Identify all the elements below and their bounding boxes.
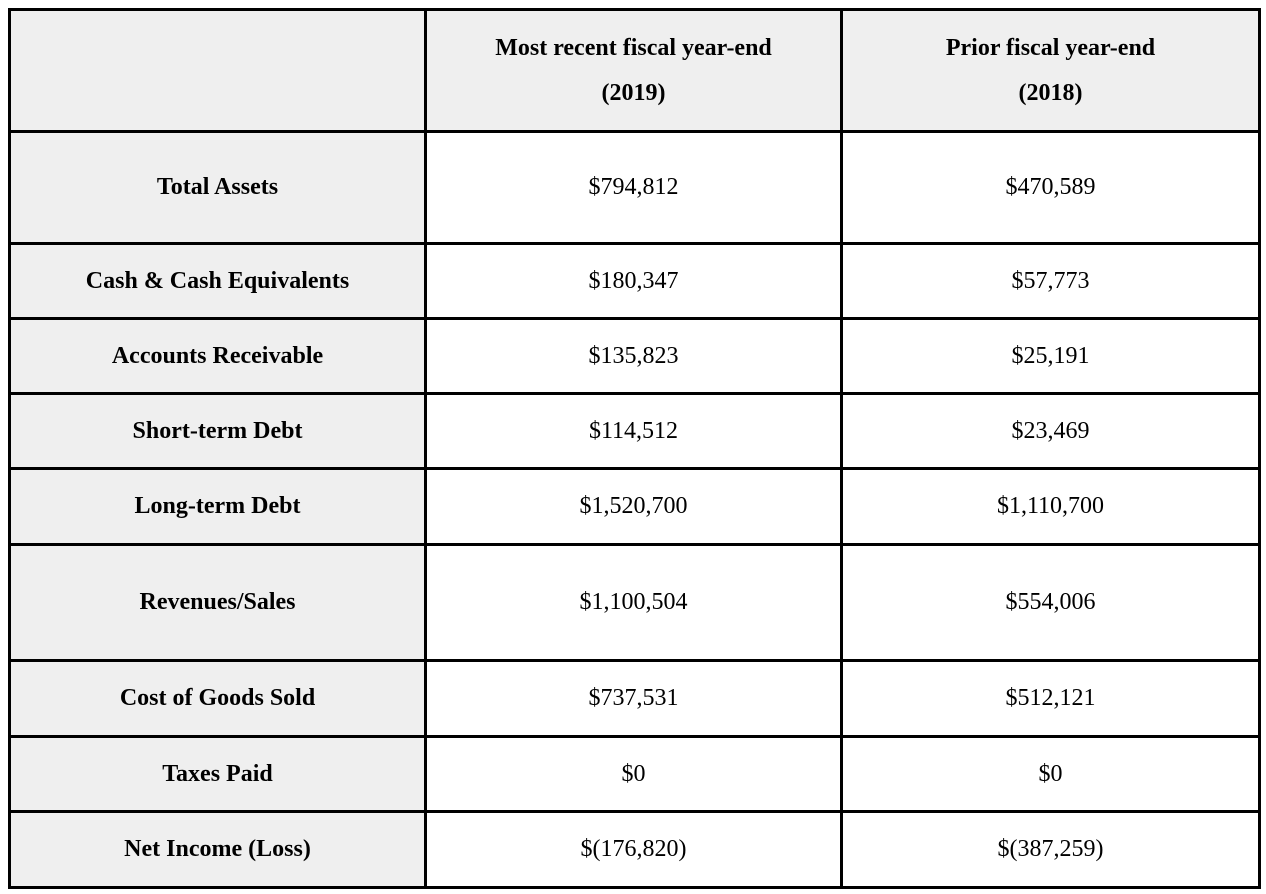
row-value-prior: $25,191 — [842, 319, 1260, 394]
header-most-recent-title: Most recent fiscal year-end — [495, 34, 772, 61]
header-blank-cell — [10, 10, 426, 132]
header-most-recent-year-value: (2019) — [601, 79, 666, 106]
row-value-prior: $(387,259) — [842, 812, 1260, 888]
row-label: Long-term Debt — [10, 469, 426, 545]
row-label: Taxes Paid — [10, 737, 426, 812]
header-most-recent-year — [426, 10, 842, 132]
row-value-recent: $180,347 — [426, 244, 842, 319]
row-value-prior: $554,006 — [842, 545, 1260, 661]
table-row-taxes-paid — [10, 737, 1260, 812]
header-prior-year-value: (2018) — [1018, 79, 1083, 106]
row-label: Short-term Debt — [10, 394, 426, 469]
row-value-prior: $0 — [842, 737, 1260, 812]
table-row-total-assets — [10, 132, 1260, 244]
row-value-prior: $470,589 — [842, 132, 1260, 244]
header-prior-year — [842, 10, 1260, 132]
row-value-recent: $1,520,700 — [426, 469, 842, 545]
row-value-recent: $135,823 — [426, 319, 842, 394]
table-row-cogs — [10, 661, 1260, 737]
row-value-prior: $1,110,700 — [842, 469, 1260, 545]
row-value-recent: $(176,820) — [426, 812, 842, 888]
table-row-revenues — [10, 545, 1260, 661]
row-label: Cost of Goods Sold — [10, 661, 426, 737]
row-value-recent: $1,100,504 — [426, 545, 842, 661]
table-row-accounts-receivable — [10, 319, 1260, 394]
table-row-cash — [10, 244, 1260, 319]
financial-table-container — [8, 8, 1261, 889]
row-value-recent: $114,512 — [426, 394, 842, 469]
row-label: Net Income (Loss) — [10, 812, 426, 888]
row-label: Total Assets — [10, 132, 426, 244]
table-row-short-term-debt — [10, 394, 1260, 469]
row-value-prior: $512,121 — [842, 661, 1260, 737]
row-value-recent: $0 — [426, 737, 842, 812]
row-value-prior: $57,773 — [842, 244, 1260, 319]
row-value-recent: $737,531 — [426, 661, 842, 737]
table-header-row — [10, 10, 1260, 132]
row-label: Accounts Receivable — [10, 319, 426, 394]
row-value-prior: $23,469 — [842, 394, 1260, 469]
row-label: Cash & Cash Equivalents — [10, 244, 426, 319]
financial-summary-table — [8, 8, 1261, 889]
table-row-long-term-debt — [10, 469, 1260, 545]
header-prior-title: Prior fiscal year-end — [945, 34, 1156, 61]
row-label: Revenues/Sales — [10, 545, 426, 661]
row-value-recent: $794,812 — [426, 132, 842, 244]
table-row-net-income — [10, 812, 1260, 888]
